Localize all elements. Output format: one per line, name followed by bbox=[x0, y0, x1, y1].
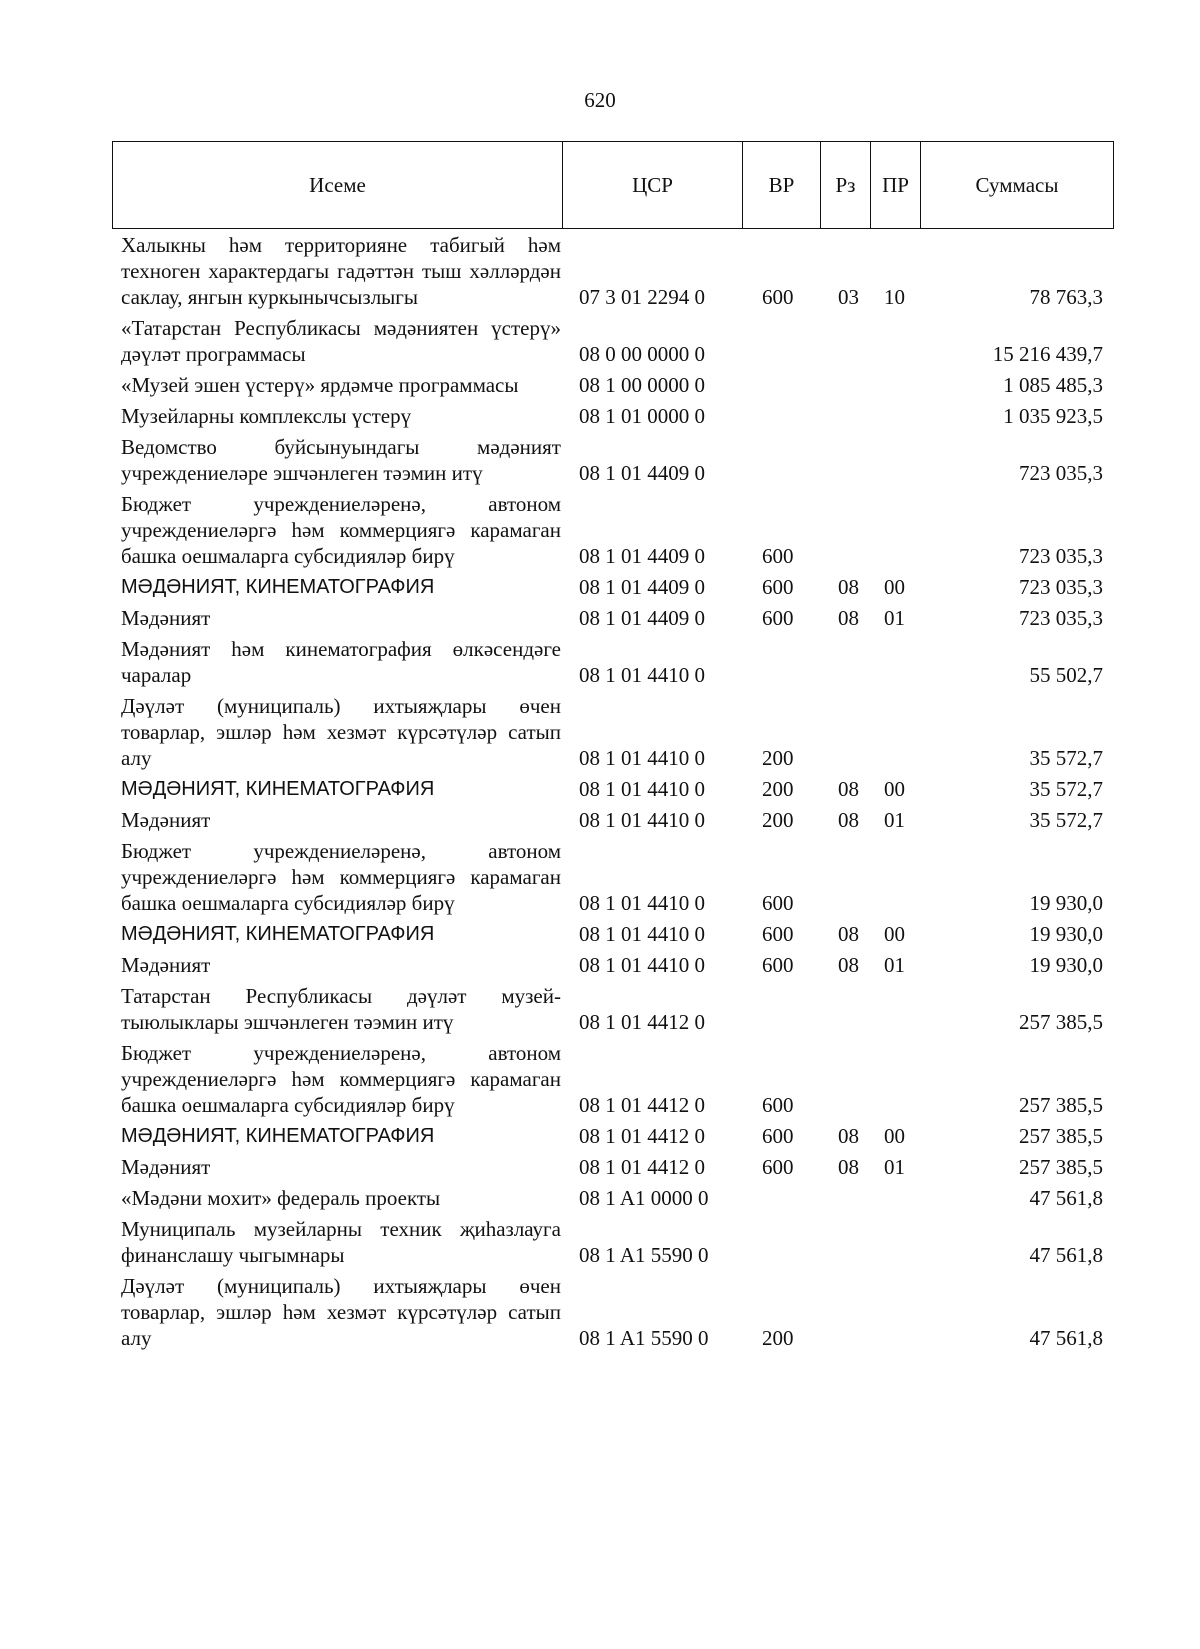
table-row bbox=[112, 776, 1114, 802]
cell-vr: 600 bbox=[762, 922, 794, 946]
cell-name: Мәдәният bbox=[121, 1155, 211, 1179]
cell-name: «Мәдәни мохит» федераль проекты bbox=[121, 1186, 441, 1210]
table-row bbox=[112, 838, 1114, 916]
table-row bbox=[112, 807, 1114, 833]
cell-name: МӘДӘНИЯТ, КИНЕМАТОГРАФИЯ bbox=[121, 778, 435, 800]
cell-csr: 08 1 01 4410 0 bbox=[579, 663, 705, 687]
cell-csr: 08 1 01 4410 0 bbox=[579, 777, 705, 801]
cell-csr: 08 1 01 4412 0 bbox=[579, 1093, 705, 1117]
header-sum: Суммасы bbox=[921, 142, 1114, 229]
cell-sum: 723 035,3 bbox=[1019, 544, 1103, 568]
cell-name: Бюджет учреждениеләренә, автоном учреждениеләргә һәм коммерциягә карамаган башка оешмаларга субсидияләр бирү bbox=[121, 492, 561, 568]
cell-pr: 01 bbox=[884, 1155, 905, 1179]
cell-name: Мәдәният bbox=[121, 808, 211, 832]
table-row bbox=[112, 491, 1114, 569]
table-row bbox=[112, 605, 1114, 631]
cell-csr: 08 1 01 4410 0 bbox=[579, 746, 705, 770]
cell-name: Мәдәният bbox=[121, 606, 211, 630]
cell-csr: 08 1 01 4412 0 bbox=[579, 1124, 705, 1148]
cell-sum: 35 572,7 bbox=[1029, 746, 1103, 770]
header-rz: Рз bbox=[821, 142, 871, 229]
cell-sum: 257 385,5 bbox=[1019, 1124, 1103, 1148]
cell-csr: 08 1 01 4409 0 bbox=[579, 575, 705, 599]
cell-vr: 600 bbox=[762, 544, 794, 568]
cell-vr: 200 bbox=[762, 746, 794, 770]
cell-vr: 600 bbox=[762, 606, 794, 630]
cell-rz: 03 bbox=[838, 285, 859, 309]
cell-rz: 08 bbox=[838, 953, 859, 977]
cell-sum: 19 930,0 bbox=[1029, 922, 1103, 946]
cell-name: Ведомство буйсынуындагы мәдәният учреждениеләре эшчәнлеген тәэмин итү bbox=[121, 435, 561, 485]
cell-vr: 600 bbox=[762, 575, 794, 599]
cell-name: Музейларны комплекслы үстерү bbox=[121, 404, 412, 428]
cell-sum: 19 930,0 bbox=[1029, 953, 1103, 977]
cell-pr: 00 bbox=[884, 575, 905, 599]
cell-rz: 08 bbox=[838, 575, 859, 599]
cell-name: Дәүләт (муниципаль) ихтыяҗлары өчен товарлар, эшләр һәм хезмәт күрсәтүләр сатып алу bbox=[121, 694, 561, 770]
cell-vr: 200 bbox=[762, 777, 794, 801]
cell-pr: 01 bbox=[884, 606, 905, 630]
table-row bbox=[112, 983, 1114, 1035]
cell-sum: 723 035,3 bbox=[1019, 606, 1103, 630]
cell-csr: 08 1 01 4410 0 bbox=[579, 891, 705, 915]
cell-sum: 19 930,0 bbox=[1029, 891, 1103, 915]
header-csr: ЦСР bbox=[563, 142, 743, 229]
table-row bbox=[112, 693, 1114, 771]
cell-name: Муниципаль музейларны техник җиһазлауга финанслашу чыгымнары bbox=[121, 1217, 561, 1267]
cell-csr: 08 1 01 4410 0 bbox=[579, 922, 705, 946]
cell-vr: 200 bbox=[762, 1326, 794, 1350]
cell-pr: 00 bbox=[884, 777, 905, 801]
table-row bbox=[112, 952, 1114, 978]
cell-pr: 01 bbox=[884, 953, 905, 977]
cell-name: МӘДӘНИЯТ, КИНЕМАТОГРАФИЯ bbox=[121, 1125, 435, 1147]
table-row bbox=[112, 434, 1114, 486]
cell-csr: 08 1 01 4409 0 bbox=[579, 461, 705, 485]
cell-rz: 08 bbox=[838, 1155, 859, 1179]
cell-name: «Татарстан Республикасы мәдәниятен үстерү» дәүләт программасы bbox=[121, 316, 561, 366]
cell-csr: 08 1 A1 0000 0 bbox=[579, 1186, 709, 1210]
cell-name: МӘДӘНИЯТ, КИНЕМАТОГРАФИЯ bbox=[121, 576, 435, 598]
cell-name: Мәдәният bbox=[121, 953, 211, 977]
header-pr: ПР bbox=[871, 142, 921, 229]
cell-csr: 08 1 A1 5590 0 bbox=[579, 1326, 709, 1350]
cell-sum: 257 385,5 bbox=[1019, 1010, 1103, 1034]
cell-vr: 200 bbox=[762, 808, 794, 832]
table-row bbox=[112, 1123, 1114, 1149]
table-row bbox=[112, 1273, 1114, 1351]
cell-sum: 55 502,7 bbox=[1029, 663, 1103, 687]
cell-csr: 08 1 01 0000 0 bbox=[579, 404, 705, 428]
cell-sum: 723 035,3 bbox=[1019, 575, 1103, 599]
cell-name: Татарстан Республикасы дәүләт музей-тыюлыклары эшчәнлеген тәэмин итү bbox=[121, 984, 561, 1034]
cell-sum: 257 385,5 bbox=[1019, 1155, 1103, 1179]
cell-csr: 08 1 01 4412 0 bbox=[579, 1155, 705, 1179]
cell-rz: 08 bbox=[838, 922, 859, 946]
cell-vr: 600 bbox=[762, 891, 794, 915]
cell-name: Мәдәният һәм кинематография өлкәсендәге чаралар bbox=[121, 637, 561, 687]
cell-csr: 08 0 00 0000 0 bbox=[579, 342, 705, 366]
header-name: Исеме bbox=[113, 142, 563, 229]
cell-csr: 08 1 01 4410 0 bbox=[579, 953, 705, 977]
cell-sum: 1 035 923,5 bbox=[1003, 404, 1103, 428]
cell-sum: 47 561,8 bbox=[1029, 1243, 1103, 1267]
cell-pr: 10 bbox=[884, 285, 905, 309]
cell-sum: 1 085 485,3 bbox=[1003, 373, 1103, 397]
table-row bbox=[112, 403, 1114, 429]
cell-csr: 07 3 01 2294 0 bbox=[579, 285, 705, 309]
cell-csr: 08 1 01 4412 0 bbox=[579, 1010, 705, 1034]
table-row bbox=[112, 1185, 1114, 1211]
cell-sum: 257 385,5 bbox=[1019, 1093, 1103, 1117]
cell-vr: 600 bbox=[762, 285, 794, 309]
cell-sum: 47 561,8 bbox=[1029, 1326, 1103, 1350]
table-row bbox=[112, 921, 1114, 947]
table-body bbox=[112, 232, 1114, 1356]
header-vr: ВР bbox=[743, 142, 821, 229]
table-row bbox=[112, 372, 1114, 398]
cell-sum: 47 561,8 bbox=[1029, 1186, 1103, 1210]
cell-vr: 600 bbox=[762, 1155, 794, 1179]
cell-rz: 08 bbox=[838, 808, 859, 832]
cell-rz: 08 bbox=[838, 1124, 859, 1148]
cell-sum: 78 763,3 bbox=[1029, 285, 1103, 309]
cell-name: Бюджет учреждениеләренә, автоном учреждениеләргә һәм коммерциягә карамаган башка оешмаларга субсидияләр бирү bbox=[121, 1041, 561, 1117]
cell-sum: 723 035,3 bbox=[1019, 461, 1103, 485]
cell-rz: 08 bbox=[838, 777, 859, 801]
table-row bbox=[112, 574, 1114, 600]
cell-name: Халыкны һәм территорияне табигый һәм техноген характердагы гадәттән тыш хәлләрдән саклау, янгын куркынычсызлыгы bbox=[121, 233, 561, 309]
cell-name: Дәүләт (муниципаль) ихтыяҗлары өчен товарлар, эшләр һәм хезмәт күрсәтүләр сатып алу bbox=[121, 1274, 561, 1350]
cell-vr: 600 bbox=[762, 953, 794, 977]
cell-pr: 01 bbox=[884, 808, 905, 832]
cell-csr: 08 1 01 4409 0 bbox=[579, 544, 705, 568]
cell-vr: 600 bbox=[762, 1093, 794, 1117]
table-row bbox=[112, 1154, 1114, 1180]
cell-csr: 08 1 01 4410 0 bbox=[579, 808, 705, 832]
cell-vr: 600 bbox=[762, 1124, 794, 1148]
table-row bbox=[112, 636, 1114, 688]
cell-sum: 15 216 439,7 bbox=[992, 342, 1103, 366]
table-row bbox=[112, 1216, 1114, 1268]
cell-csr: 08 1 A1 5590 0 bbox=[579, 1243, 709, 1267]
cell-name: «Музей эшен үстерү» ярдәмче программасы bbox=[121, 373, 519, 397]
cell-sum: 35 572,7 bbox=[1029, 808, 1103, 832]
page-number: 620 bbox=[584, 88, 616, 112]
table-row bbox=[112, 1040, 1114, 1118]
cell-pr: 00 bbox=[884, 1124, 905, 1148]
cell-sum: 35 572,7 bbox=[1029, 777, 1103, 801]
table-header bbox=[112, 141, 1114, 229]
table-row bbox=[112, 232, 1114, 310]
cell-pr: 00 bbox=[884, 922, 905, 946]
cell-rz: 08 bbox=[838, 606, 859, 630]
table-row bbox=[112, 315, 1114, 367]
cell-name: Бюджет учреждениеләренә, автоном учреждениеләргә һәм коммерциягә карамаган башка оешмаларга субсидияләр бирү bbox=[121, 839, 561, 915]
cell-csr: 08 1 01 4409 0 bbox=[579, 606, 705, 630]
cell-csr: 08 1 00 0000 0 bbox=[579, 373, 705, 397]
cell-name: МӘДӘНИЯТ, КИНЕМАТОГРАФИЯ bbox=[121, 923, 435, 945]
